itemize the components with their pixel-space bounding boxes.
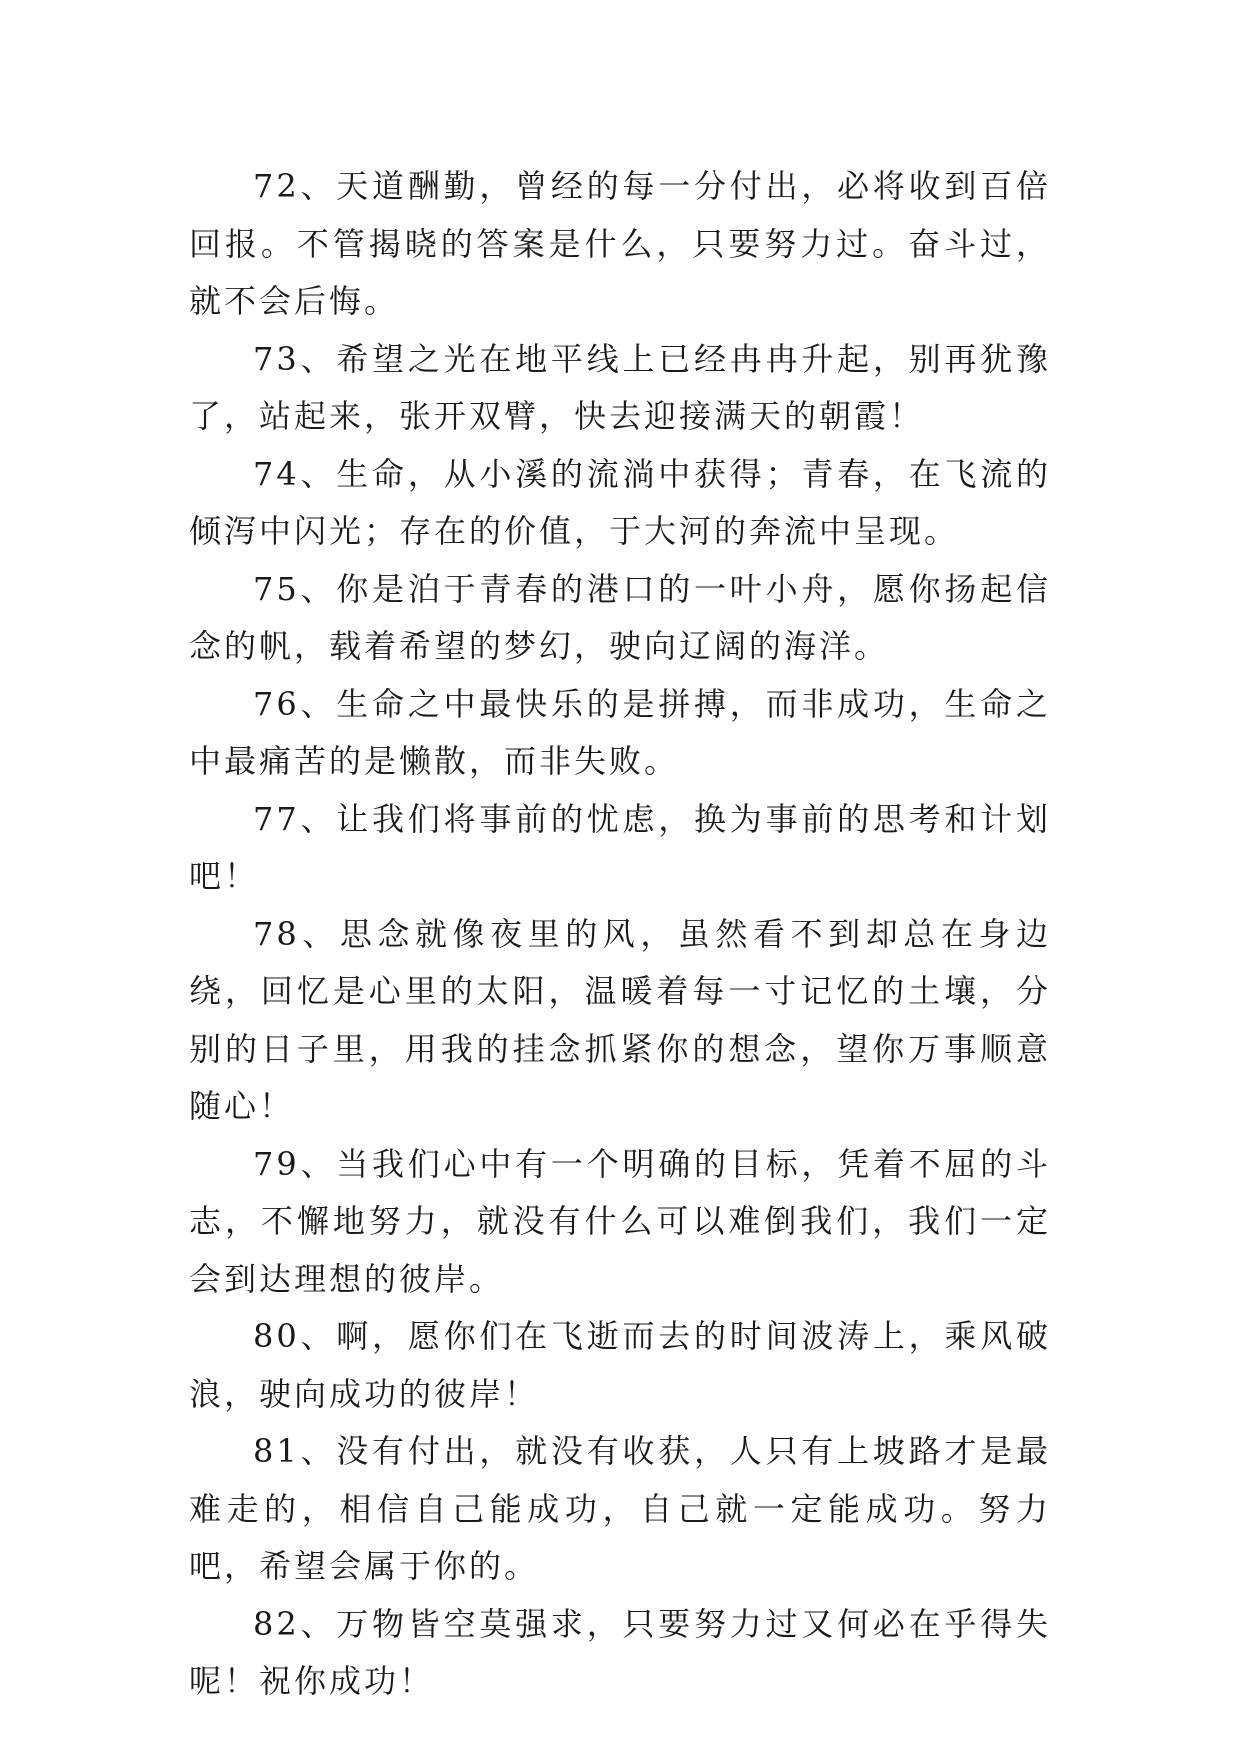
paragraph-80: 80、啊，愿你们在飞逝而去的时间波涛上，乘风破浪，驶向成功的彼岸！: [189, 1317, 1051, 1413]
paragraph-78: 78、思念就像夜里的风，虽然看不到却总在身边绕，回忆是心里的太阳，温暖着每一寸记忆的土壤，分别的日子里，用我的挂念抓紧你的想念，望你万事顺意随心！: [189, 914, 1051, 1125]
paragraph-74: 74、生命，从小溪的流淌中获得；青春，在飞流的倾泻中闪光；存在的价值，于大河的奔流中呈现。: [189, 454, 1051, 550]
paragraph-72: 72、天道酬勤，曾经的每一分付出，必将收到百倍回报。不管揭晓的答案是什么，只要努力过。奋斗过，就不会后悔。: [189, 167, 1051, 320]
paragraph-77: 77、让我们将事前的忧虑，换为事前的思考和计划吧！: [189, 799, 1051, 895]
paragraph-81: 81、没有付出，就没有收获，人只有上坡路才是最难走的，相信自己能成功，自己就一定能成功。努力吧，希望会属于你的。: [189, 1432, 1051, 1585]
paragraph-76: 76、生命之中最快乐的是拼搏，而非成功，生命之中最痛苦的是懒散，而非失败。: [189, 684, 1051, 780]
paragraph-75: 75、你是泊于青春的港口的一叶小舟，愿你扬起信念的帆，载着希望的梦幻，驶向辽阔的海洋。: [189, 569, 1051, 665]
document-body: [189, 158, 1051, 1711]
paragraph-82: 82、万物皆空莫强求，只要努力过又何必在乎得失呢！祝你成功！: [189, 1604, 1051, 1700]
paragraph-79: 79、当我们心中有一个明确的目标，凭着不屈的斗志，不懈地努力，就没有什么可以难倒我们，我们一定会到达理想的彼岸。: [189, 1144, 1051, 1298]
paragraph-73: 73、希望之光在地平线上已经冉冉升起，别再犹豫了，站起来，张开双臂，快去迎接满天的朝霞！: [189, 339, 1051, 435]
